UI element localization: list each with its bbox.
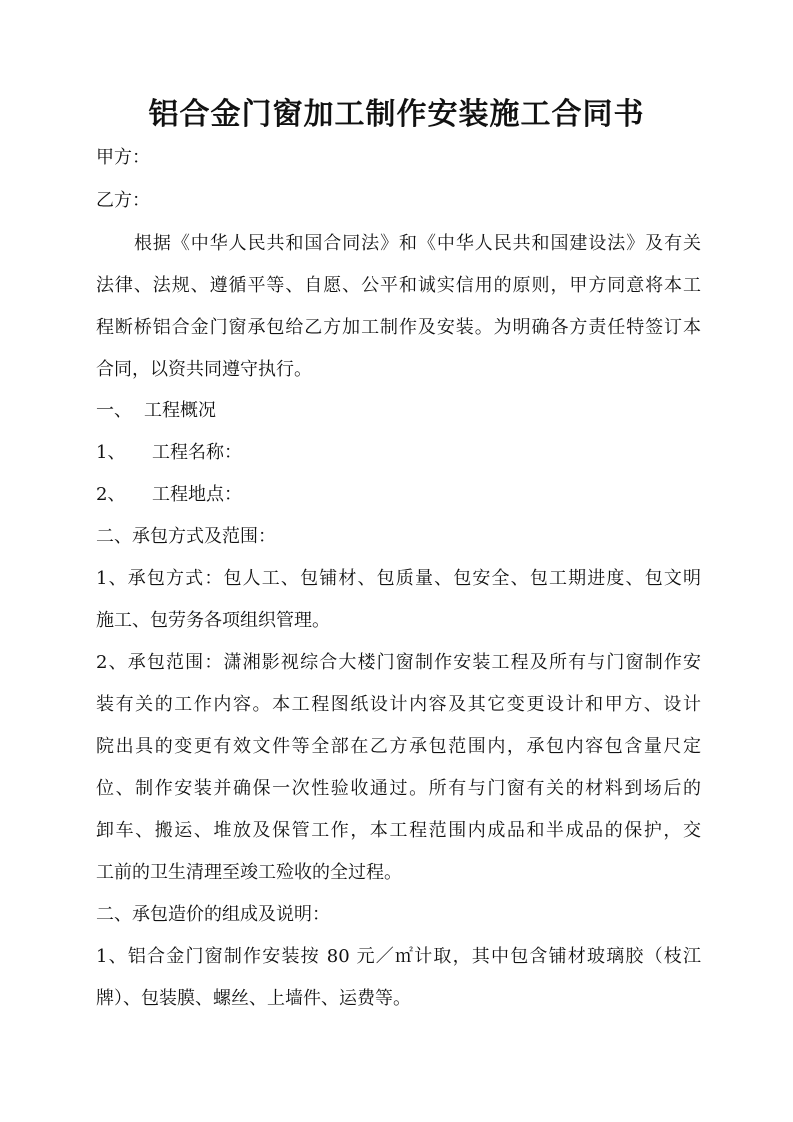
item-number: 1、 [96, 442, 126, 463]
clause-line: 工前的卫生清理至竣工殓收的全过程。 [96, 862, 402, 883]
item-label: 工程名称： [152, 442, 242, 463]
clause-line: 1、承包方式：包人工、包铺材、包质量、包安全、包工期进度、包文明 [96, 568, 701, 589]
section-heading-overview [96, 398, 701, 424]
item-project-location [96, 482, 701, 508]
clause-line: 牌）、包装膜、螺丝、上墙件、运费等。 [96, 988, 411, 1009]
section-heading-scope: 二、承包方式及范围： [96, 526, 276, 547]
clause-line: 2、承包范围：潇湘影视综合大楼门窗制作安装工程及所有与门窗制作安 [96, 652, 701, 673]
clause-line: 位、制作安装并确保一次性验收通过。所有与门窗有关的材料到场后的 [96, 778, 701, 799]
preamble-line: 根据《中华人民共和国合同法》和《中华人民共和国建设法》及有关 [134, 233, 701, 254]
preamble-line: 法律、法规、遵循平等、自愿、公平和诚实信用的原则，甲方同意将本工 [96, 275, 701, 296]
section-number: 一、 [96, 400, 132, 421]
clause-line: 1、铝合金门窗制作安装按 80 元／㎡计取，其中包含铺材玻璃胶（枝江 [96, 946, 701, 967]
preamble-line: 合同，以资共同遵守执行。 [96, 359, 312, 380]
party-a-label: 甲方： [96, 147, 150, 168]
item-label: 工程地点： [152, 484, 242, 505]
document-title: 铝合金门窗加工制作安装施工合同书 [148, 97, 645, 132]
item-number: 2、 [96, 484, 126, 505]
clause-line: 卸车、搬运、堆放及保管工作，本工程范围内成品和半成品的保护，交 [96, 820, 701, 841]
clause-line: 施工、包劳务各项组织管理。 [96, 610, 330, 631]
clause-line: 装有关的工作内容。本工程图纸设计内容及其它变更设计和甲方、设计 [96, 694, 701, 715]
item-project-name [96, 440, 701, 466]
clause-line: 院出具的变更有效文件等全部在乙方承包范围内，承包内容包含量尺定 [96, 736, 701, 757]
section-heading-price: 二、承包造价的组成及说明： [96, 904, 330, 925]
party-b-label: 乙方： [96, 190, 150, 211]
section-title: 工程概况 [144, 400, 216, 421]
preamble-line: 程断桥铝合金门窗承包给乙方加工制作及安装。为明确各方责任特签订本 [96, 317, 701, 338]
